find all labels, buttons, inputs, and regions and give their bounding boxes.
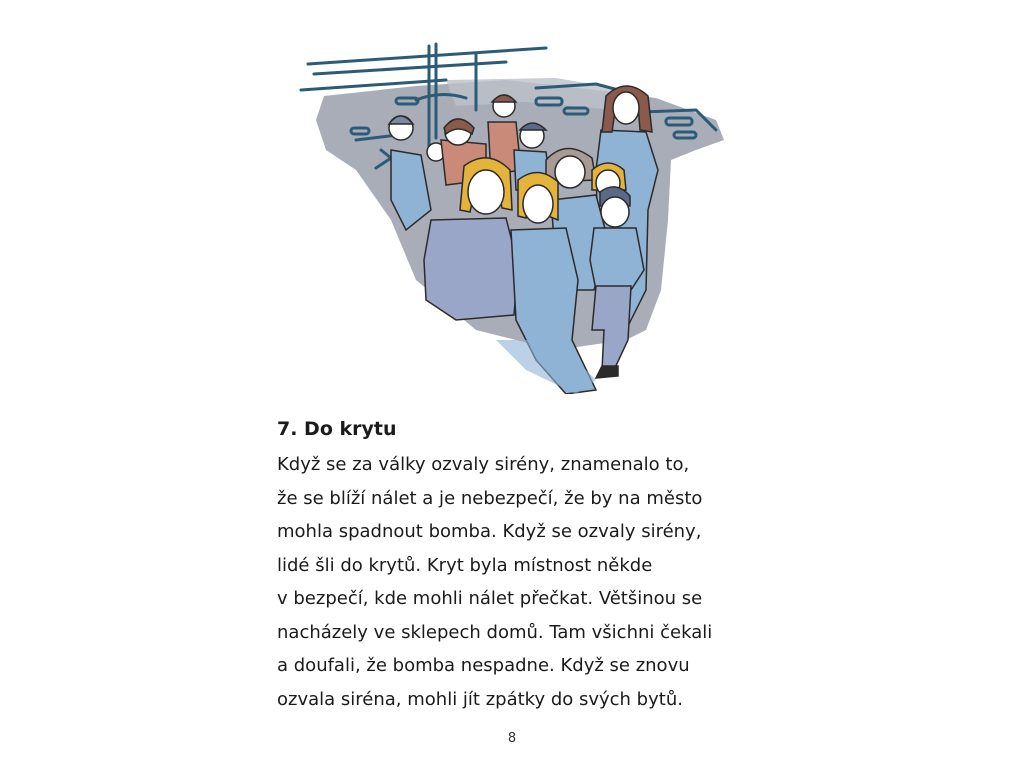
paragraph-line: Když se za války ozvaly sirény, znamenalo to, xyxy=(277,454,690,475)
page-number: 8 xyxy=(507,731,517,746)
paragraph-line: lidé šli do krytů. Kryt byla místnost někde xyxy=(277,554,653,576)
shelter-illustration xyxy=(296,40,728,394)
chapter-paragraph xyxy=(277,448,777,716)
paragraph-line: mohla spadnout bomba. Když se ozvaly sirény, xyxy=(277,521,702,542)
chapter-text xyxy=(277,415,777,716)
chapter-heading: 7. Do krytu xyxy=(277,418,397,440)
paragraph-line: ozvala siréna, mohli jít zpátky do svých bytů. xyxy=(277,688,683,710)
paragraph-line: nacházely ve sklepech domů. Tam všichni čekali xyxy=(277,621,713,643)
floor-shadow xyxy=(496,340,596,394)
paragraph-line: že se blíží nálet a je nebezpečí, že by na město xyxy=(277,487,703,509)
paragraph-line: a doufali, že bomba nespadne. Když se znovu xyxy=(277,655,690,676)
paragraph-line: v bezpečí, kde mohli nálet přečkat. Většinou se xyxy=(277,588,703,609)
